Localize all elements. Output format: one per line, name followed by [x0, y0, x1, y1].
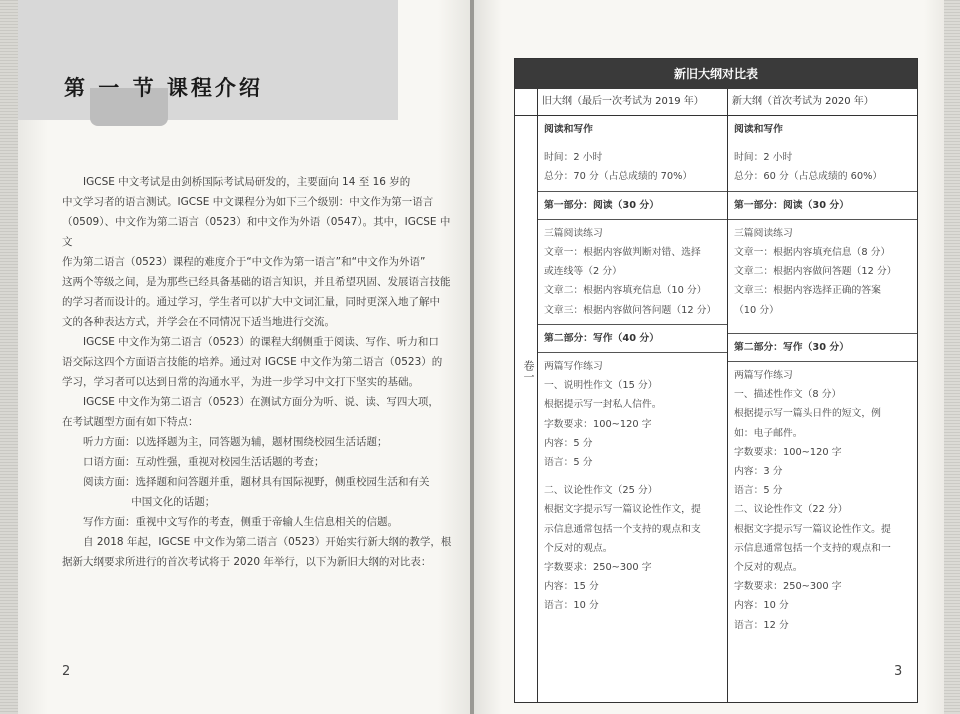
row-divider — [728, 361, 917, 362]
spacer — [734, 139, 913, 148]
body-line: 中文学习者的语言测试。IGCSE 中文课程分为如下三个级别：中文作为第一语言 — [62, 196, 434, 208]
paper-label: 卷一 — [522, 360, 535, 382]
table-line: 三篇阅读练习 — [734, 227, 793, 239]
body-line: 这两个等级之间，是为那些已经具备基础的语言知识，并且希望巩固、发展语言技能 — [62, 276, 451, 288]
table-line: 三篇阅读练习 — [544, 227, 603, 239]
body-line: IGCSE 中文考试是由剑桥国际考试局研发的，主要面向 14 至 16 岁的 — [83, 176, 411, 188]
table-line: 文章二：根据内容做问答题（12 分） — [734, 266, 897, 278]
body-line: IGCSE 中文作为第二语言（0523）的课程大纲侧重于阅读、写作、听力和口 — [83, 336, 439, 348]
table-line: 语言：5 分 — [734, 485, 783, 497]
table-line: 一、描述性作文（8 分） — [734, 389, 842, 401]
table-line: 语言：5 分 — [544, 457, 593, 469]
body-line: 的学习者而设计的。通过学习，学生者可以扩大中文词汇量，同时更深入地了解中 — [62, 296, 440, 308]
table-line: 内容：15 分 — [544, 581, 599, 593]
table-title: 新旧大纲对比表 — [515, 59, 917, 89]
body-line: （0509）、中文作为第二语言（0523）和中文作为外语（0547）。其中，IGCSE 中文 — [62, 216, 451, 248]
body-line: 学习，学习者可以达到日常的沟通水平，为进一步学习中文打下坚实的基础。 — [62, 376, 419, 388]
table-line: 或连线等（2 分） — [544, 266, 622, 278]
new-syllabus-header: 新大纲（首次考试为 2020 年） — [732, 96, 874, 107]
table-line: 时间：2 小时 — [544, 152, 603, 164]
table-line: 字数要求：100~120 字 — [544, 418, 652, 430]
table-line: 二、议论性作文（25 分） — [544, 485, 658, 497]
table-line: （10 分） — [734, 304, 779, 316]
row-divider — [538, 324, 727, 325]
syllabus-comparison-table — [514, 58, 918, 703]
new-syllabus-column — [728, 116, 917, 702]
body-line: 据新大纲要求所进行的首次考试将于 2020 年举行，以下为新旧大纲的对比表： — [62, 556, 432, 568]
row-divider — [728, 191, 917, 192]
table-line: 根据文字提示写一篇议论性作文。提 — [734, 523, 891, 535]
table-line: 两篇写作练习 — [734, 370, 793, 382]
page-number-right: 3 — [894, 664, 903, 679]
table-line: 字数要求：100~120 字 — [734, 446, 842, 458]
spacer — [544, 472, 723, 481]
table-line: 内容：5 分 — [544, 437, 593, 449]
spacer — [544, 139, 723, 148]
table-line: 内容：10 分 — [734, 600, 789, 612]
section-header-band — [18, 0, 398, 120]
spacer — [734, 320, 913, 329]
right-page — [474, 0, 944, 714]
row-divider — [728, 333, 917, 334]
table-header-row — [515, 89, 917, 116]
table-section-heading: 第一部分：阅读（30 分） — [544, 199, 660, 211]
table-header-side — [515, 89, 538, 115]
table-body — [515, 116, 917, 702]
old-syllabus-column — [538, 116, 728, 702]
body-line: 在考试题型方面有如下特点： — [62, 416, 199, 428]
page-number-left: 2 — [62, 664, 71, 679]
table-line: 文章三：根据内容选择正确的答案 — [734, 285, 881, 297]
table-section-heading: 第一部分：阅读（30 分） — [734, 199, 850, 211]
table-line: 总分：70 分（占总成绩的 70%） — [544, 171, 693, 183]
body-text — [62, 172, 454, 572]
row-divider — [538, 352, 727, 353]
table-line: 语言：10 分 — [544, 600, 599, 612]
right-page-edges — [944, 0, 960, 714]
old-syllabus-header: 旧大纲（最后一次考试为 2019 年） — [538, 89, 728, 115]
table-section-heading: 阅读和写作 — [544, 124, 593, 135]
table-line: 根据提示写一封私人信件。 — [544, 399, 662, 411]
left-page-edges — [0, 0, 18, 714]
table-line: 个反对的观点。 — [544, 542, 613, 554]
table-line: 文章一：根据内容做判断对错、选择 — [544, 247, 701, 259]
body-line: IGCSE 中文作为第二语言（0523）在测试方面分为听、说、读、写四大项， — [83, 396, 439, 408]
table-line: 字数要求：250~300 字 — [544, 562, 652, 574]
body-line: 阅读方面：选择题和问答题并重，题材具有国际视野，侧重校园生活和有关 — [83, 476, 430, 488]
body-line: 口语方面：互动性强，重视对校园生活话题的考查； — [83, 456, 325, 468]
body-line: 中国文化的话题； — [131, 496, 216, 508]
row-divider — [538, 191, 727, 192]
table-line: 总分：60 分（占总成绩的 60%） — [734, 171, 883, 183]
table-line: 根据文字提示写一篇议论性作文，提 — [544, 504, 701, 516]
section-title: 第 一 节 课程介绍 — [64, 76, 263, 100]
table-section-heading: 阅读和写作 — [734, 124, 783, 135]
body-line: 语交际这四个方面语言技能的培养。通过对 IGCSE 中文作为第二语言（0523）的 — [62, 356, 443, 368]
paper-label-cell — [515, 116, 538, 702]
body-line: 自 2018 年起，IGCSE 中文作为第二语言（0523）开始实行新大纲的教学，根 — [83, 536, 452, 548]
row-divider — [538, 219, 727, 220]
table-line: 文章三：根据内容做问答问题（12 分） — [544, 304, 717, 316]
table-line: 个反对的观点。 — [734, 562, 803, 574]
body-line: 听力方面：以选择题为主，同答题为辅，题材围绕校园生活话题； — [83, 436, 388, 448]
table-line: 文章一：根据内容填充信息（8 分） — [734, 247, 891, 259]
table-line: 时间：2 小时 — [734, 152, 793, 164]
body-line: 写作方面：重视中文写作的考查，侧重于帝输人生信息相关的信题。 — [83, 516, 398, 528]
body-line: 文的各种表达方式，并学会在不同情况下适当地进行交流。 — [62, 316, 335, 328]
table-line: 示信息通常包括一个支持的观点和支 — [544, 523, 701, 535]
table-line: 一、说明性作文（15 分） — [544, 380, 658, 392]
table-line: 语言：12 分 — [734, 619, 789, 631]
body-line: 作为第二语言（0523）课程的难度介于“中文作为第一语言”和“中文作为外语” — [62, 256, 426, 268]
table-section-heading: 第二部分：写作（40 分） — [544, 332, 660, 344]
row-divider — [728, 219, 917, 220]
table-line: 字数要求：250~300 字 — [734, 581, 842, 593]
table-line: 如：电子邮件。 — [734, 427, 803, 439]
table-section-heading: 第二部分：写作（30 分） — [734, 341, 850, 353]
table-line: 示信息通常包括一个支持的观点和一 — [734, 542, 891, 554]
table-line: 内容：3 分 — [734, 466, 783, 478]
table-line: 两篇写作练习 — [544, 361, 603, 373]
table-line: 文章二：根据内容填充信息（10 分） — [544, 285, 707, 297]
table-line: 根据提示写一篇头日件的短文，例 — [734, 408, 881, 420]
left-page — [18, 0, 472, 714]
table-line: 二、议论性作文（22 分） — [734, 504, 848, 516]
